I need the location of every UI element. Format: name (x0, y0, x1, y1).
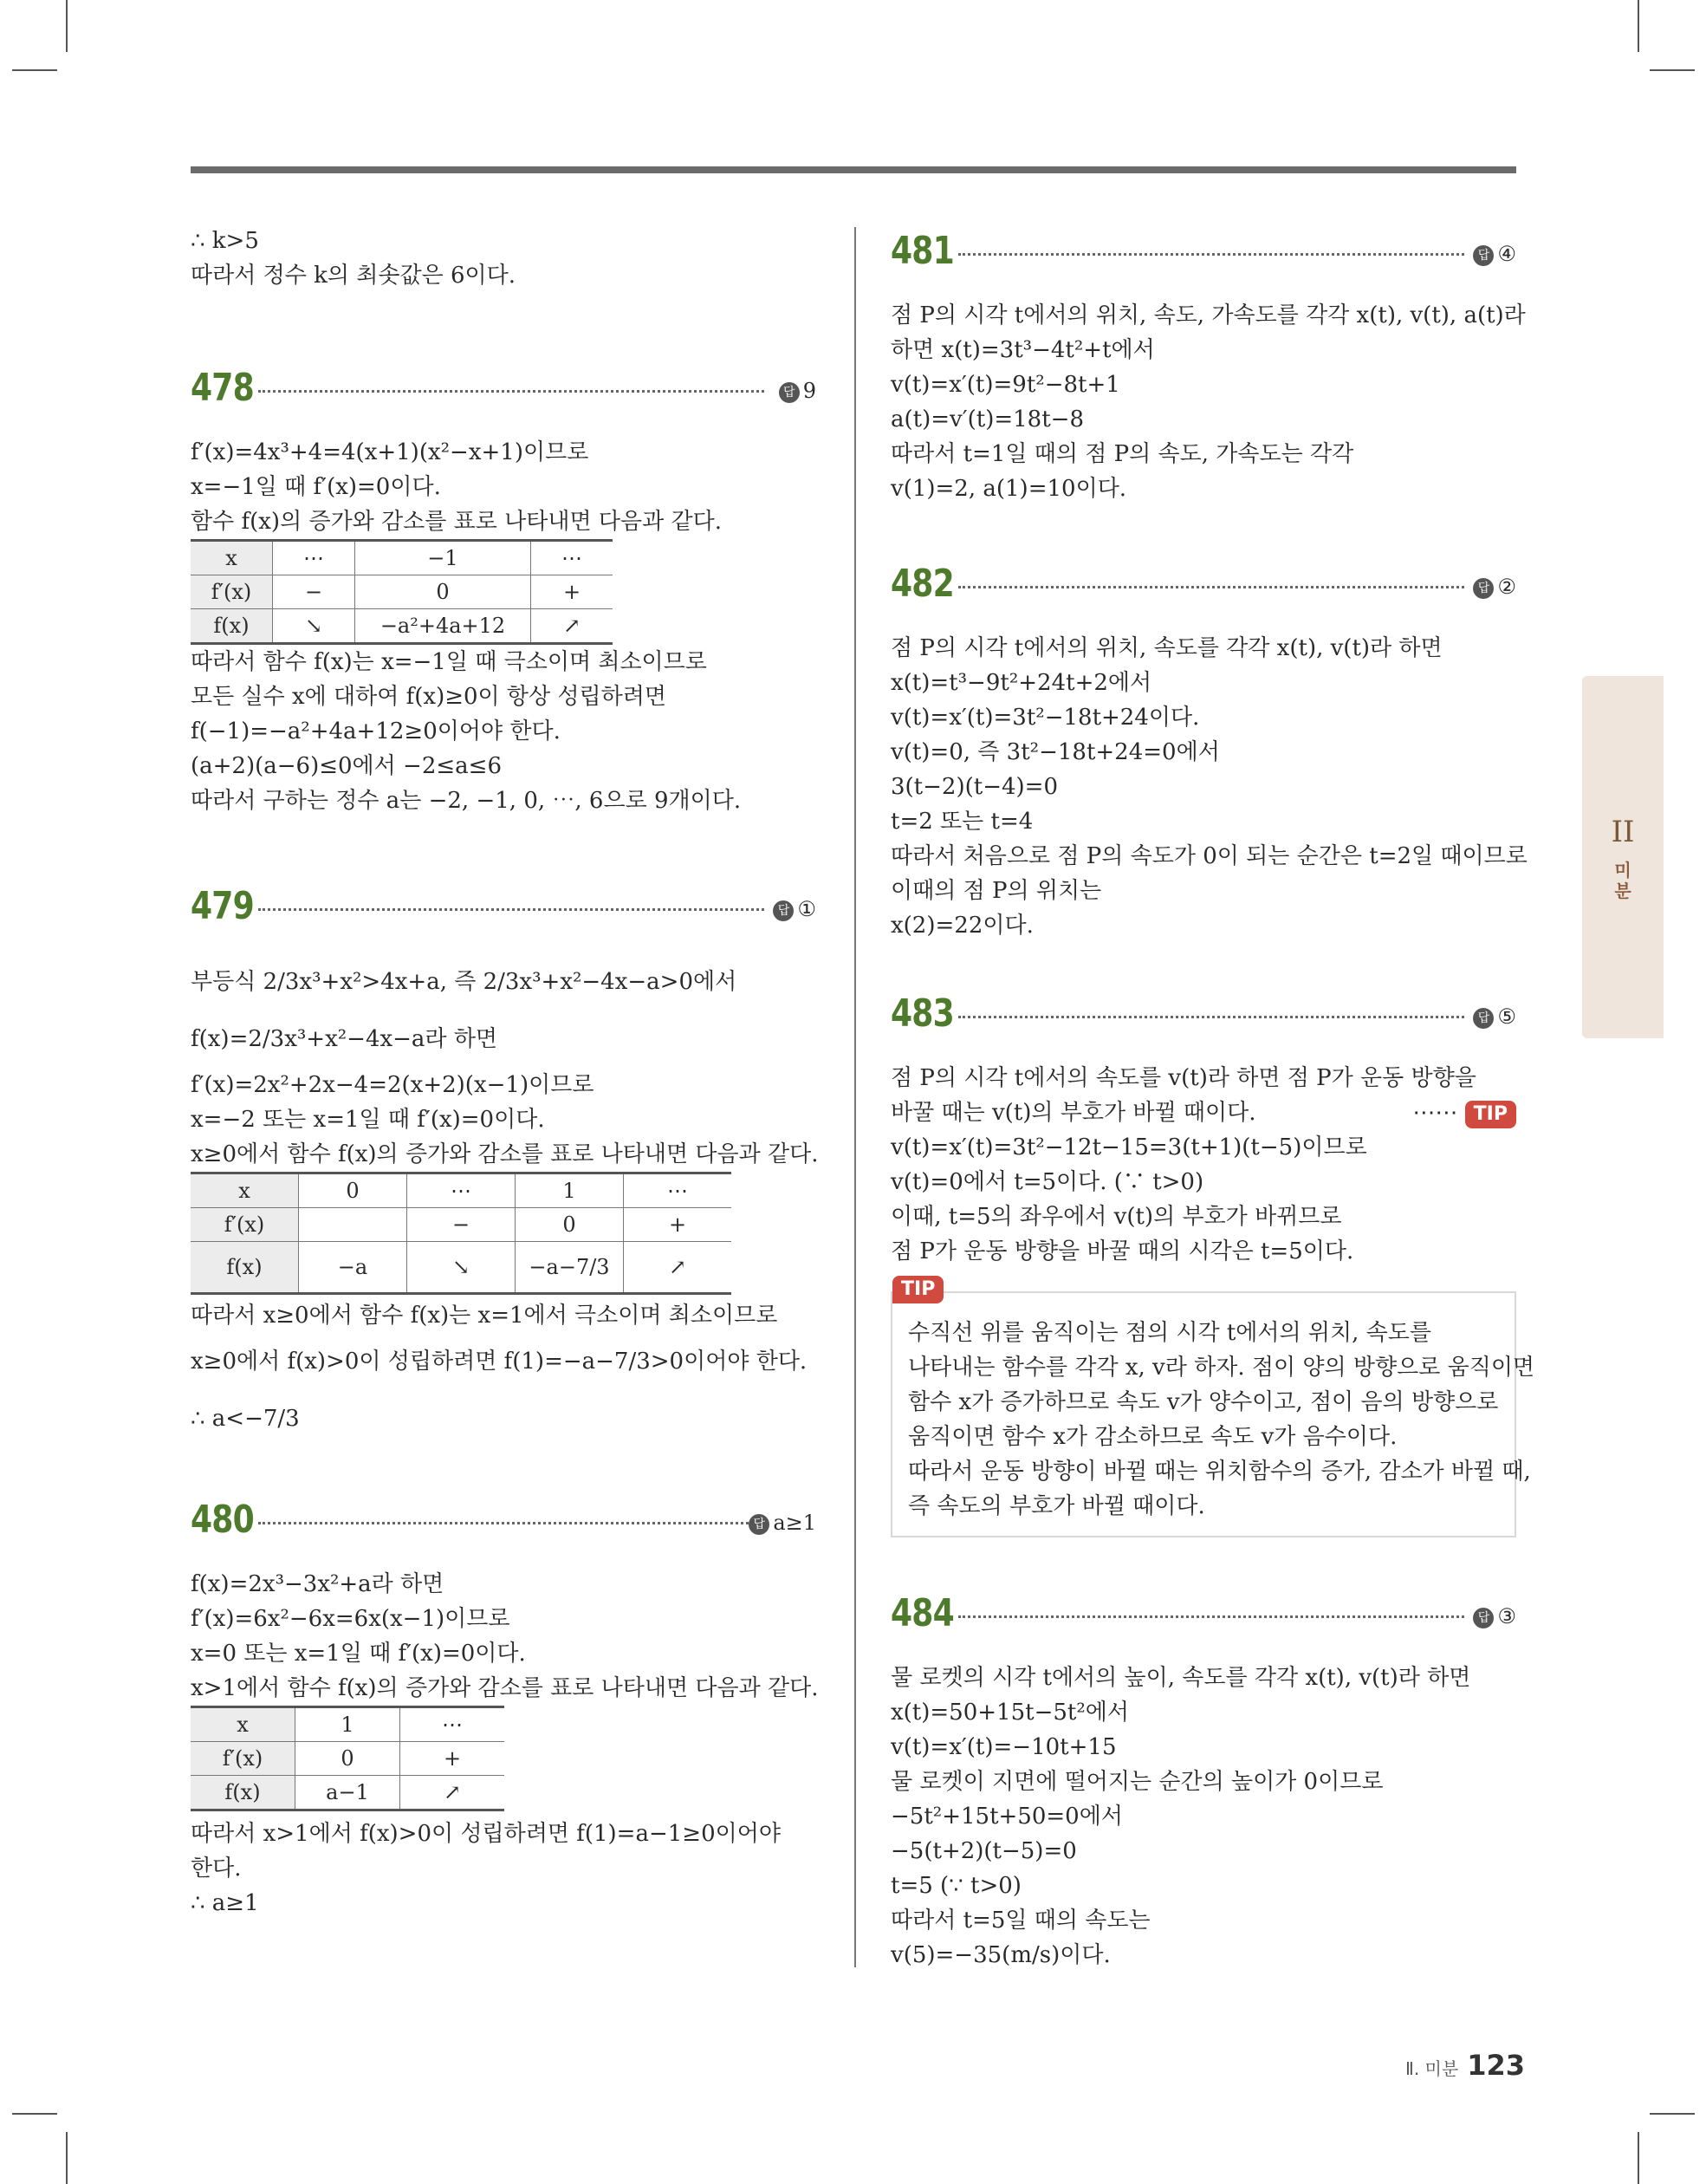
table-cell: ⋯ (273, 541, 355, 575)
table-cell: 0 (516, 1208, 624, 1242)
text-line: 점 P의 시각 t에서의 속도를 v(t)라 하면 점 P가 운동 방향을 (891, 1065, 1476, 1091)
table-cell: ↘ (407, 1242, 516, 1294)
text-line: 함수 f(x)의 증가와 감소를 표로 나타내면 다음과 같다. (191, 509, 723, 535)
answer (779, 378, 816, 404)
table-cell: ↗ (624, 1242, 732, 1294)
answer (773, 896, 816, 922)
right-column (891, 224, 1535, 1973)
table-cell: −a−7/3 (516, 1242, 624, 1294)
table-cell: 1 (295, 1707, 400, 1742)
leader-dots (958, 586, 1464, 588)
text-line: 따라서 처음으로 점 P의 속도가 0이 되는 순간은 t=2일 때이므로 (891, 843, 1528, 869)
table-row (191, 609, 613, 644)
table-cell: + (624, 1208, 732, 1242)
text-line: x≥0에서 f(x)>0이 성립하려면 f(1)=−a−7/3>0이어야 한다. (191, 1349, 808, 1375)
tip-line: 즉 속도의 부호가 바뀔 때이다. (908, 1493, 1205, 1519)
text-line: 이때, t=5의 좌우에서 v(t)의 부호가 바뀌므로 (891, 1204, 1342, 1230)
text-line: 점 P가 운동 방향을 바꿀 때의 시각은 t=5이다. (891, 1238, 1354, 1264)
answer-value: ③ (1497, 1604, 1516, 1628)
answer-icon: 답 (1473, 578, 1494, 599)
leader-dots (958, 253, 1464, 256)
tip-box (891, 1278, 1535, 1537)
text-line: v(t)=0에서 t=5이다. (∵ t>0) (891, 1169, 1204, 1195)
text-line: v(t)=x′(t)=9t²−8t+1 (891, 372, 1120, 398)
crop-mark (66, 0, 68, 52)
tip-reference (1412, 1095, 1516, 1130)
table-cell: f(x) (191, 1242, 299, 1294)
text-line: 점 P의 시각 t에서의 위치, 속도, 가속도를 각각 x(t), v(t), a(t)라 (891, 302, 1526, 328)
text-line: 따라서 x≥0에서 함수 f(x)는 x=1에서 극소이며 최소이므로 (191, 1303, 778, 1329)
leader-dots (958, 1615, 1464, 1618)
text-line: −5(t+2)(t−5)=0 (891, 1838, 1077, 1864)
answer (749, 1510, 816, 1536)
problem-header (191, 1492, 816, 1555)
table-cell: − (407, 1208, 516, 1242)
text-line: v(t)=x′(t)=3t²−18t+24이다. (891, 705, 1200, 731)
answer-icon: 답 (773, 900, 794, 921)
problem-number: 482 (891, 562, 954, 606)
table-row (191, 1173, 731, 1208)
tip-line: 움직이면 함수 x가 감소하므로 속도 v가 음수이다. (908, 1424, 1398, 1450)
table-cell: ⋯ (624, 1173, 732, 1208)
tip-line: 수직선 위를 움직이는 점의 시각 t에서의 위치, 속도를 (908, 1320, 1432, 1346)
table-cell: f′(x) (191, 1208, 299, 1242)
table-row (191, 1776, 504, 1810)
table-cell: f′(x) (191, 1742, 295, 1776)
answer-value: ② (1497, 575, 1516, 599)
table-cell: 0 (355, 575, 531, 609)
text-line: ∴ k>5 (191, 228, 259, 254)
problem-header (891, 986, 1516, 1049)
text-span: 바꿀 때는 v(t)의 부호가 바뀔 때이다. (891, 1100, 1256, 1126)
column-divider (854, 227, 856, 1967)
table-cell: ↗ (531, 609, 613, 644)
text-line: v(t)=x′(t)=−10t+15 (891, 1734, 1117, 1760)
text-line: 이때의 점 P의 위치는 (891, 878, 1102, 904)
answer (1473, 574, 1516, 600)
crop-mark (12, 69, 57, 71)
table-cell: x (191, 1707, 295, 1742)
problem-483 (891, 986, 1535, 1537)
problem-479 (191, 879, 819, 1447)
problem-header (191, 361, 816, 423)
table-cell: −1 (355, 541, 531, 575)
text-line: ∴ a≥1 (191, 1890, 259, 1916)
text-line: f(x)=2/3x³+x²−4x−a라 하면 (191, 1026, 498, 1052)
text-line: v(t)=x′(t)=3t²−12t−15=3(t+1)(t−5)이므로 (891, 1134, 1367, 1160)
chapter-label (1582, 860, 1664, 901)
text-line: f′(x)=2x²+2x−4=2(x+2)(x−1)이므로 (191, 1072, 594, 1098)
text-line: v(1)=2, a(1)=10이다. (891, 476, 1127, 502)
problem-number: 484 (891, 1591, 954, 1635)
problem-number: 480 (191, 1498, 254, 1542)
table-cell: ↘ (273, 609, 355, 644)
problem-484 (891, 1586, 1516, 1973)
table-cell: x (191, 541, 273, 575)
problem-header (891, 1586, 1516, 1648)
text-line: 부등식 2/3x³+x²>4x+a, 즉 2/3x³+x²−4x−a>0에서 (191, 969, 737, 995)
text-line: 물 로켓이 지면에 떨어지는 순간의 높이가 0이므로 (891, 1769, 1384, 1795)
crop-mark (66, 2132, 68, 2184)
chapter-side-tab (1582, 676, 1664, 1038)
problem-478 (191, 361, 816, 818)
table-cell: 0 (295, 1742, 400, 1776)
table-cell: x (191, 1173, 299, 1208)
variation-table (191, 1172, 731, 1295)
text-line: 한다. (191, 1856, 242, 1882)
problem-481 (891, 224, 1526, 506)
table-cell: + (531, 575, 613, 609)
chapter-label-char: 분 (1614, 881, 1631, 901)
page-footer (1404, 2049, 1525, 2082)
leader-dots (258, 908, 764, 911)
text-line: 따라서 t=5일 때의 속도는 (891, 1908, 1151, 1934)
answer (1473, 1004, 1516, 1030)
table-cell: ↗ (400, 1776, 505, 1810)
problem-number: 479 (191, 884, 254, 928)
chapter-label-char: 미 (1614, 860, 1631, 881)
answer-value: a≥1 (773, 1511, 816, 1535)
crop-mark (12, 2113, 57, 2115)
table-cell: f(x) (191, 1776, 295, 1810)
table-cell: + (400, 1742, 505, 1776)
table-row (191, 1742, 504, 1776)
problem-number: 481 (891, 229, 954, 273)
chapter-numeral: II (1611, 815, 1635, 849)
table-cell: a−1 (295, 1776, 400, 1810)
leader-dots (258, 1522, 764, 1524)
text-line: 따라서 정수 k의 최솟값은 6이다. (191, 263, 516, 289)
text-line: x(t)=t³−9t²+24t+2에서 (891, 670, 1152, 696)
leader-dots (258, 390, 764, 393)
table-cell: 0 (299, 1173, 407, 1208)
answer (1473, 1603, 1516, 1629)
table-cell: ⋯ (407, 1173, 516, 1208)
table-row (191, 541, 613, 575)
text-line: 모든 실수 x에 대하여 f(x)≥0이 항상 성립하려면 (191, 684, 667, 710)
text-line: 따라서 t=1일 때의 점 P의 속도, 가속도는 각각 (891, 441, 1354, 467)
table-cell: ⋯ (531, 541, 613, 575)
text-line: 점 P의 시각 t에서의 위치, 속도를 각각 x(t), v(t)라 하면 (891, 635, 1443, 661)
tip-badge: TIP (892, 1276, 944, 1303)
text-line: (a+2)(a−6)≤0에서 −2≤a≤6 (191, 753, 502, 779)
table-cell: − (273, 575, 355, 609)
text-line: −5t²+15t+50=0에서 (891, 1804, 1123, 1830)
answer-value: ① (797, 897, 816, 921)
table-cell: f(x) (191, 609, 273, 644)
answer-icon: 답 (1473, 1608, 1494, 1628)
table-row (191, 1242, 731, 1294)
text-line: 3(t−2)(t−4)=0 (891, 774, 1058, 800)
table-cell (299, 1208, 407, 1242)
table-cell: 1 (516, 1173, 624, 1208)
text-line: x=−1일 때 f′(x)=0이다. (191, 474, 441, 500)
text-line: 하면 x(t)=3t³−4t²+t에서 (891, 337, 1155, 363)
problem-482 (891, 556, 1528, 943)
tip-line: 나타내는 함수를 각각 x, v라 하자. 점이 양의 방향으로 움직이면 (908, 1355, 1535, 1381)
table-cell: −a²+4a+12 (355, 609, 531, 644)
table-cell: ⋯ (400, 1707, 505, 1742)
text-line: x(2)=22이다. (891, 913, 1034, 939)
crop-mark (1650, 69, 1695, 71)
header-rule (191, 166, 1516, 173)
section-label: Ⅱ. 미분 (1405, 2058, 1459, 2079)
text-line: t=2 또는 t=4 (891, 809, 1034, 835)
answer-icon: 답 (1473, 245, 1494, 266)
answer-value: 9 (802, 379, 816, 403)
answer-value: ④ (1497, 242, 1516, 266)
tip-dots: ⋯⋯ (1412, 1100, 1465, 1126)
tip-line: 함수 x가 증가하므로 속도 v가 양수이고, 점이 음의 방향으로 (908, 1389, 1499, 1415)
text-line: v(5)=−35(m/s)이다. (891, 1942, 1111, 1968)
answer-icon: 답 (1473, 1008, 1494, 1029)
table-row (191, 575, 613, 609)
answer-icon: 답 (749, 1514, 769, 1535)
problem-number: 478 (191, 366, 254, 410)
leader-dots (958, 1016, 1464, 1018)
table-cell: f′(x) (191, 575, 273, 609)
text-line: v(t)=0, 즉 3t²−18t+24=0에서 (891, 739, 1220, 765)
text-line: 따라서 x>1에서 f(x)>0이 성립하려면 f(1)=a−1≥0이어야 (191, 1821, 781, 1847)
tip-badge: TIP (1465, 1101, 1516, 1128)
table-row (191, 1707, 504, 1742)
text-line: 따라서 구하는 정수 a는 −2, −1, 0, ⋯, 6으로 9개이다. (191, 788, 742, 814)
text-line: f(x)=2x³−3x²+a라 하면 (191, 1571, 444, 1597)
crop-mark (1638, 2132, 1639, 2184)
problem-number: 483 (891, 991, 954, 1036)
variation-table (191, 539, 613, 645)
text-line: x=0 또는 x=1일 때 f′(x)=0이다. (191, 1641, 526, 1667)
left-column (191, 224, 819, 1921)
text-line: x(t)=50+15t−5t²에서 (891, 1700, 1130, 1726)
text-line: a(t)=v′(t)=18t−8 (891, 406, 1084, 432)
tip-line: 따라서 운동 방향이 바뀔 때는 위치함수의 증가, 감소가 바뀔 때, (908, 1459, 1531, 1485)
text-line: x>1에서 함수 f(x)의 증가와 감소를 표로 나타내면 다음과 같다. (191, 1675, 819, 1701)
problem-480 (191, 1492, 819, 1921)
text-line: f(−1)=−a²+4a+12≥0이어야 한다. (191, 718, 561, 744)
page-number: 123 (1467, 2049, 1525, 2082)
answer-value: ⑤ (1497, 1004, 1516, 1029)
intro-block (191, 224, 816, 293)
text-line: f′(x)=4x³+4=4(x+1)(x²−x+1)이므로 (191, 439, 589, 465)
text-line (891, 1095, 1516, 1130)
text-line: t=5 (∵ t>0) (891, 1873, 1022, 1899)
text-line: 물 로켓의 시각 t에서의 높이, 속도를 각각 x(t), v(t)라 하면 (891, 1665, 1471, 1691)
answer-icon: 답 (779, 382, 800, 403)
answer (1473, 241, 1516, 267)
problem-header (191, 879, 816, 941)
text-line: f′(x)=6x²−6x=6x(x−1)이므로 (191, 1606, 510, 1632)
text-line: ∴ a<−7/3 (191, 1406, 300, 1432)
crop-mark (1638, 0, 1639, 52)
variation-table (191, 1706, 504, 1811)
text-line: x=−2 또는 x=1일 때 f′(x)=0이다. (191, 1107, 545, 1133)
crop-mark (1650, 2113, 1695, 2115)
problem-header (891, 556, 1516, 619)
table-cell: −a (299, 1242, 407, 1294)
table-row (191, 1208, 731, 1242)
problem-header (891, 224, 1516, 286)
text-line: 따라서 함수 f(x)는 x=−1일 때 극소이며 최소이므로 (191, 649, 707, 675)
text-line: x≥0에서 함수 f(x)의 증가와 감소를 표로 나타내면 다음과 같다. (191, 1141, 819, 1167)
